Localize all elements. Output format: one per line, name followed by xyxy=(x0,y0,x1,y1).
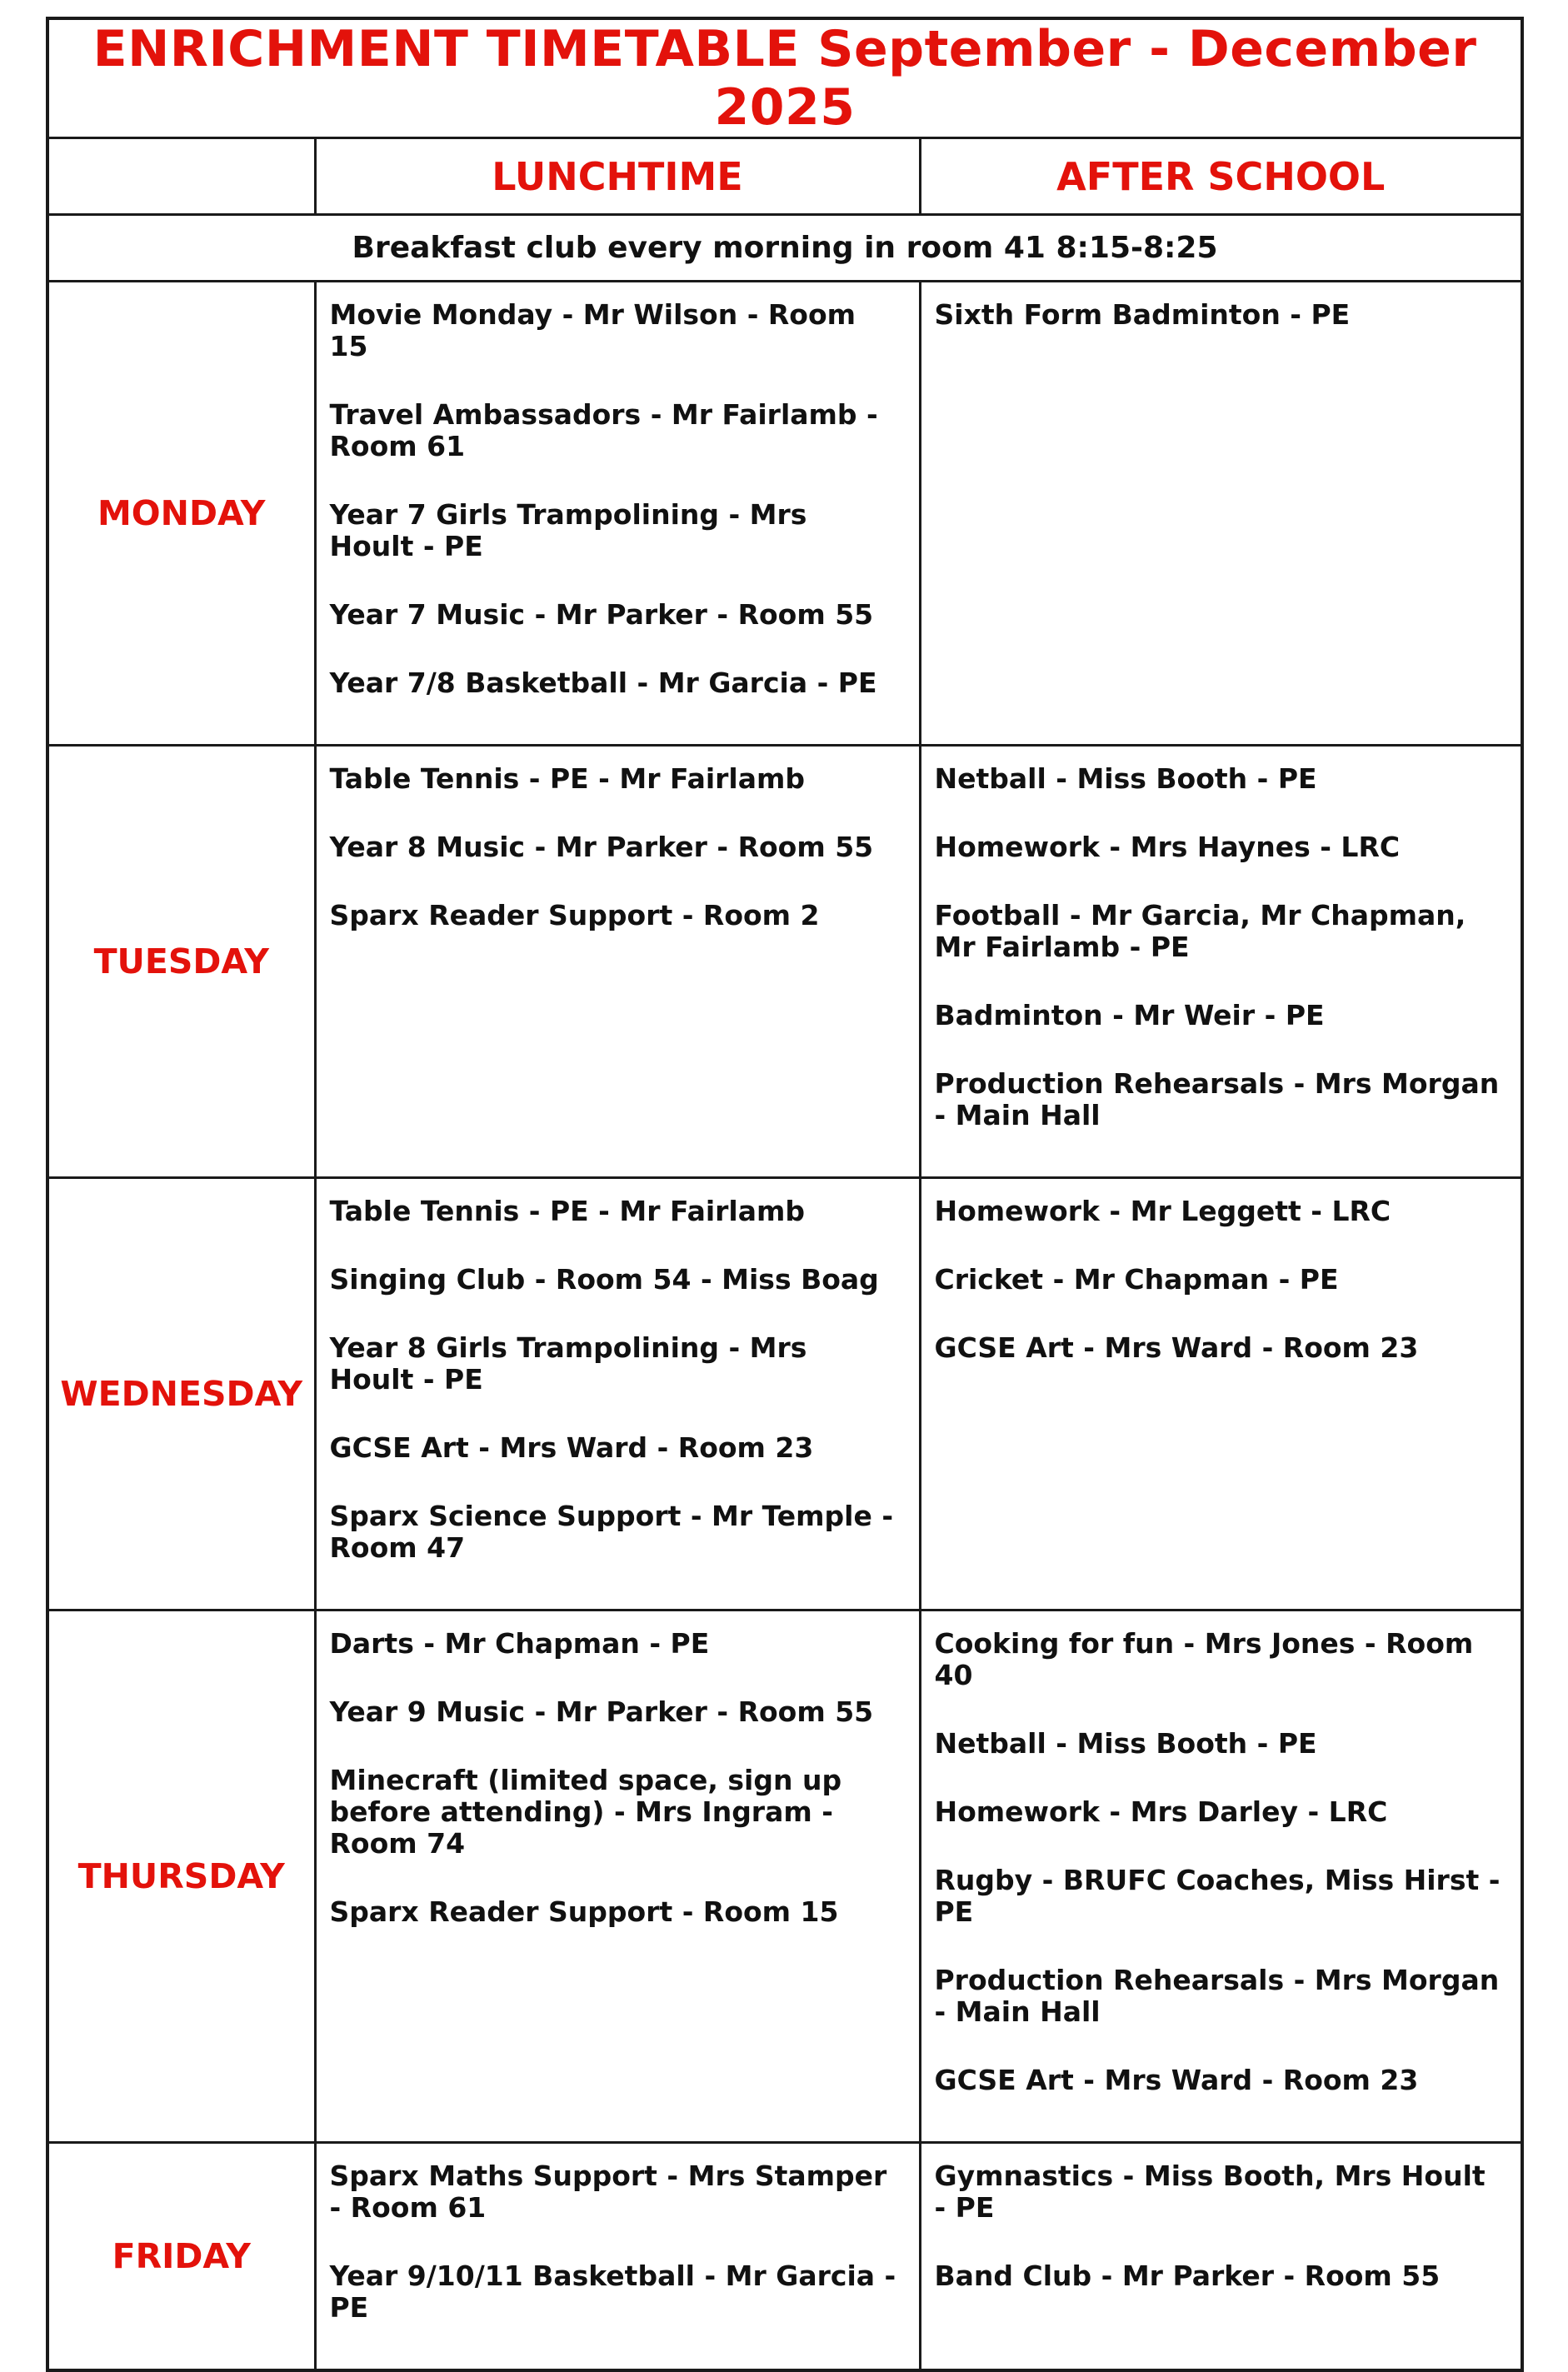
monday-lunchtime-cell xyxy=(315,282,920,746)
activity-item: Homework - Mr Leggett - LRC xyxy=(934,1195,1391,1227)
day-label-tuesday: TUESDAY xyxy=(47,746,315,1178)
day-row-wednesday xyxy=(47,1178,1522,1610)
activity-item: Sparx Maths Support - Mrs Stamper - Room 61 xyxy=(329,2160,887,2224)
thursday-after-school-cell xyxy=(920,1610,1522,2143)
activity-list xyxy=(317,1179,919,1609)
activity-item: Year 9/10/11 Basketball - Mr Garcia - PE xyxy=(329,2260,896,2324)
activity-item: GCSE Art - Mrs Ward - Room 23 xyxy=(329,1431,814,1464)
wednesday-lunchtime-cell xyxy=(315,1178,920,1610)
activity-item: Table Tennis - PE - Mr Fairlamb xyxy=(329,762,806,795)
activity-item: Table Tennis - PE - Mr Fairlamb xyxy=(329,1195,806,1227)
activity-item: Netball - Miss Booth - PE xyxy=(934,762,1317,795)
day-label-thursday: THURSDAY xyxy=(47,1610,315,2143)
activity-list xyxy=(921,747,1521,1176)
activity-item: Homework - Mrs Haynes - LRC xyxy=(934,831,1401,863)
activity-item: Badminton - Mr Weir - PE xyxy=(934,999,1325,1031)
thursday-lunchtime-cell xyxy=(315,1610,920,2143)
activity-list xyxy=(921,1611,1521,2141)
activity-list xyxy=(317,2144,919,2369)
activity-list xyxy=(317,747,919,976)
activity-item: GCSE Art - Mrs Ward - Room 23 xyxy=(934,1331,1419,1364)
day-label-friday: FRIDAY xyxy=(47,2143,315,2371)
activity-item: Year 8 Music - Mr Parker - Room 55 xyxy=(329,831,874,863)
activity-item: Year 9 Music - Mr Parker - Room 55 xyxy=(329,1695,874,1728)
activity-item: Netball - Miss Booth - PE xyxy=(934,1727,1317,1760)
activity-item: Homework - Mrs Darley - LRC xyxy=(934,1795,1388,1828)
friday-after-school-cell xyxy=(920,2143,1522,2371)
activity-item: Minecraft (limited space, sign up before attending) - Mrs Ingram - Room 74 xyxy=(329,1764,842,1860)
wednesday-after-school-cell xyxy=(920,1178,1522,1610)
activity-item: Sparx Reader Support - Room 2 xyxy=(329,899,820,931)
activity-item: Movie Monday - Mr Wilson - Room 15 xyxy=(329,298,856,362)
day-row-tuesday xyxy=(47,746,1522,1178)
day-row-friday xyxy=(47,2143,1522,2371)
lunchtime-header: LUNCHTIME xyxy=(315,138,920,215)
activity-item: Sparx Science Support - Mr Temple - Room 47 xyxy=(329,1500,894,1564)
day-label-monday: MONDAY xyxy=(47,282,315,746)
tuesday-after-school-cell xyxy=(920,746,1522,1178)
activity-item: Darts - Mr Chapman - PE xyxy=(329,1627,710,1660)
enrichment-timetable xyxy=(46,17,1524,2372)
activity-item: Rugby - BRUFC Coaches, Miss Hirst - PE xyxy=(934,1864,1501,1928)
activity-item: Singing Club - Room 54 - Miss Boag xyxy=(329,1263,879,1296)
friday-lunchtime-cell xyxy=(315,2143,920,2371)
activity-item: Football - Mr Garcia, Mr Chapman, Mr Fairlamb - PE xyxy=(934,899,1466,963)
activity-item: Year 8 Girls Trampolining - Mrs Hoult - PE xyxy=(329,1331,807,1396)
monday-after-school-cell xyxy=(920,282,1522,746)
day-row-monday xyxy=(47,282,1522,746)
activity-item: Cricket - Mr Chapman - PE xyxy=(934,1263,1339,1296)
activity-item: Sixth Form Badminton - PE xyxy=(934,298,1351,331)
activity-item: Band Club - Mr Parker - Room 55 xyxy=(934,2260,1441,2292)
activity-item: Cooking for fun - Mrs Jones - Room 40 xyxy=(934,1627,1474,1691)
activity-item: Production Rehearsals - Mrs Morgan - Main Hall xyxy=(934,1067,1500,1131)
activity-item: Year 7/8 Basketball - Mr Garcia - PE xyxy=(329,667,877,699)
activity-item: Gymnastics - Miss Booth, Mrs Hoult - PE xyxy=(934,2160,1486,2224)
after-school-header: AFTER SCHOOL xyxy=(920,138,1522,215)
activity-list xyxy=(921,282,1521,376)
activity-list xyxy=(921,2144,1521,2337)
day-label-wednesday: WEDNESDAY xyxy=(47,1178,315,1610)
empty-corner-cell xyxy=(47,138,315,215)
activity-item: Travel Ambassadors - Mr Fairlamb - Room 61 xyxy=(329,398,878,462)
activity-list xyxy=(317,282,919,744)
timetable-title: ENRICHMENT TIMETABLE September - December 2025 xyxy=(47,18,1522,138)
tuesday-lunchtime-cell xyxy=(315,746,920,1178)
activity-list xyxy=(317,1611,919,1973)
activity-item: Sparx Reader Support - Room 15 xyxy=(329,1895,839,1928)
activity-item: GCSE Art - Mrs Ward - Room 23 xyxy=(934,2064,1419,2096)
activity-item: Year 7 Girls Trampolining - Mrs Hoult - PE xyxy=(329,498,807,562)
activity-item: Year 7 Music - Mr Parker - Room 55 xyxy=(329,598,874,631)
day-row-thursday xyxy=(47,1610,1522,2143)
activity-list xyxy=(921,1179,1521,1409)
activity-item: Production Rehearsals - Mrs Morgan - Main Hall xyxy=(934,1964,1500,2028)
breakfast-club-note: Breakfast club every morning in room 41 8:15-8:25 xyxy=(47,215,1522,282)
